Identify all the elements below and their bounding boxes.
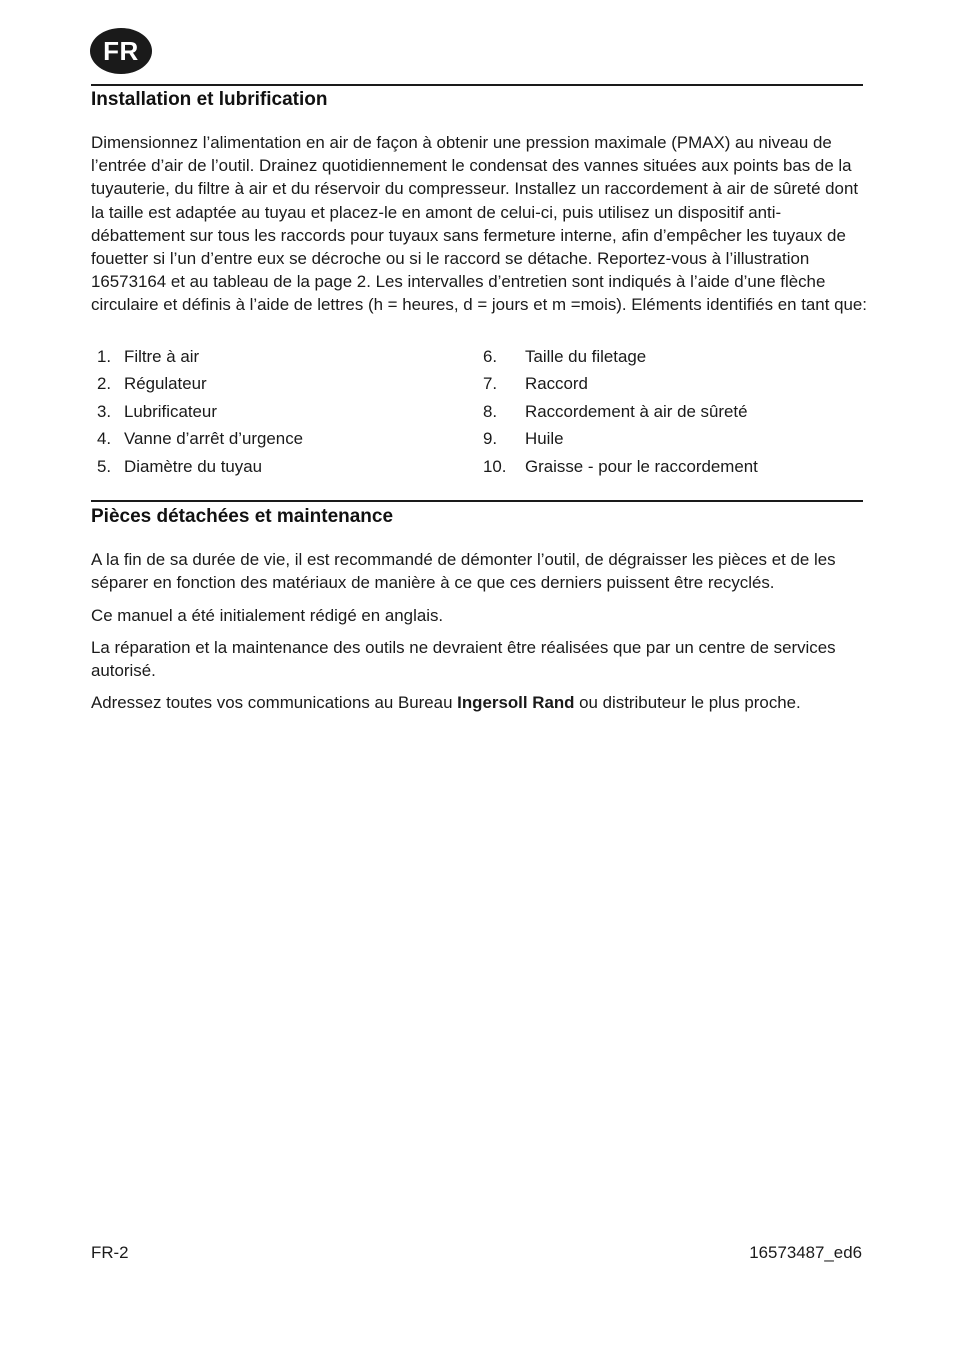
section-divider <box>91 500 863 502</box>
item-label: Taille du filetage <box>525 347 647 366</box>
brand-name: Ingersoll Rand <box>457 693 575 712</box>
section-heading-maintenance: Pièces détachées et maintenance <box>91 506 394 527</box>
installation-paragraph: Dimensionnez l’alimentation en air de façon à obtenir une pression maximale (PMAX) au niveau de l’entrée d’air de l’outil. Drainez quotidiennement le condensat des vannes situées aux points bas de la tuyauterie, du filtre à air et du réservoir du compresseur. Installez un raccordement à air de sûreté dont la taille est adaptée au tuyau et placez-le en amont de celui-ci, puis utilisez un dispositif anti-débattement sur tous les raccords pour tuyaux sans fermeture interne, afin d’empêcher les tuyaux de fouetter si l’un d’entre eux se décroche ou si le raccord se détache. Reportez-vous à l’illustration 16573164 et au tableau de la page 2. Les intervalles d’entretien sont indiqués à l’aide d’une flèche circulaire et définis à l’aide de lettres (h = heures, d = jours et m =mois). Eléments identifiés en tant que: <box>91 133 867 315</box>
original-language-paragraph: Ce manuel a été initialement rédigé en anglais. <box>91 606 444 625</box>
list-item <box>483 345 873 372</box>
section-divider <box>91 84 863 86</box>
list-item <box>483 455 873 482</box>
item-number: 4. <box>97 429 112 449</box>
parts-list <box>97 345 867 480</box>
item-number: 3. <box>97 401 112 421</box>
list-item <box>97 427 477 454</box>
recycling-paragraph: A la fin de sa durée de vie, il est recommandé de démonter l’outil, de dégraisser les pièces et de les séparer en fonction des matériaux de manière à ce que ces derniers puissent être recyclés. <box>91 550 836 593</box>
item-number: 7. <box>483 374 498 394</box>
item-label: Filtre à air <box>124 347 200 366</box>
page-number: FR-2 <box>91 1243 129 1262</box>
item-label: Diamètre du tuyau <box>124 456 263 476</box>
list-item <box>97 455 477 482</box>
item-number: 1. <box>97 347 112 366</box>
document-id: 16573487_ed6 <box>749 1243 862 1262</box>
item-label: Vanne d’arrêt d’urgence <box>124 429 304 449</box>
contact-paragraph <box>91 691 867 714</box>
parts-list-column-right <box>483 345 873 482</box>
list-item <box>97 400 477 427</box>
item-number: 8. <box>483 401 498 421</box>
item-number: 9. <box>483 429 498 449</box>
item-number: 6. <box>483 347 498 366</box>
item-label: Raccord <box>525 374 588 394</box>
service-paragraph: La réparation et la maintenance des outils ne devraient être réalisées que par un centre de services autorisé. <box>91 638 836 681</box>
item-number: 5. <box>97 456 112 476</box>
item-label: Raccordement à air de sûreté <box>525 401 748 421</box>
list-item <box>97 345 477 372</box>
list-item <box>483 400 873 427</box>
item-number: 2. <box>97 374 112 394</box>
parts-list-column-left <box>97 345 477 482</box>
language-badge: FR <box>90 28 152 74</box>
item-label: Huile <box>525 429 564 449</box>
list-item <box>97 372 477 399</box>
list-item <box>483 427 873 454</box>
list-item <box>483 372 873 399</box>
item-number: 10. <box>483 456 507 476</box>
contact-text-before: Adressez toutes vos communications au Bureau <box>91 693 458 712</box>
contact-text-after: ou distributeur le plus proche. <box>574 693 801 712</box>
item-label: Lubrificateur <box>124 401 217 421</box>
section-heading-installation: Installation et lubrification <box>91 89 328 110</box>
item-label: Régulateur <box>124 374 207 394</box>
item-label: Graisse - pour le raccordement <box>525 456 758 476</box>
